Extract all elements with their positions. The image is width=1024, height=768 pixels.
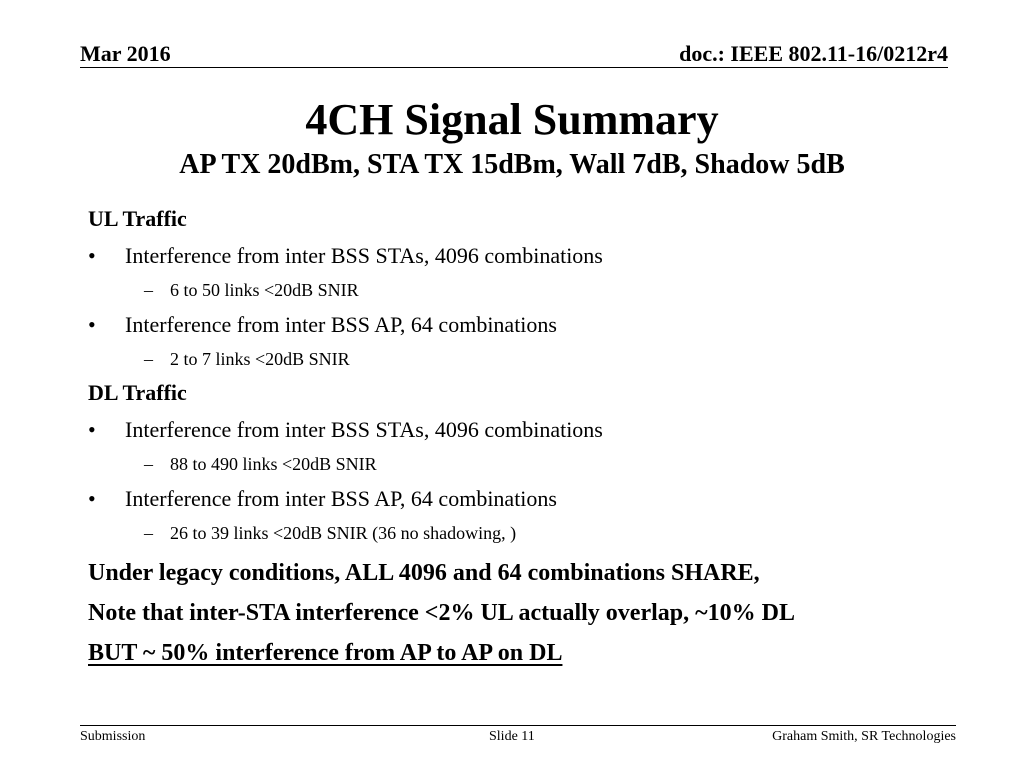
bullet-text: Interference from inter BSS STAs, 4096 combinations (125, 417, 603, 442)
header-doc-id: doc.: IEEE 802.11-16/0212r4 (679, 41, 948, 66)
bullet-item (88, 486, 968, 512)
dash-icon: – (144, 454, 153, 474)
footer-divider (80, 725, 956, 726)
bullet-icon: • (88, 486, 96, 511)
footer-submission: Submission (80, 729, 146, 744)
conclusion-text: BUT ~ 50% interference from AP to AP on DL (88, 640, 563, 666)
conclusion-line-underlined (88, 639, 968, 667)
sub-bullet-text: 6 to 50 links <20dB SNIR (170, 280, 359, 300)
footer-slide-number: Slide 11 (489, 729, 535, 744)
conclusion-line: Under legacy conditions, ALL 4096 and 64 combinations SHARE, (88, 560, 760, 586)
slide-title: 4CH Signal Summary (305, 95, 719, 144)
dash-icon: – (144, 349, 153, 369)
bullet-item (88, 312, 968, 338)
dl-traffic-heading: DL Traffic (88, 380, 187, 405)
sub-bullet-item (88, 348, 968, 370)
bullet-text: Interference from inter BSS STAs, 4096 combinations (125, 243, 603, 268)
sub-bullet-text: 26 to 39 links <20dB SNIR (36 no shadowing, ) (170, 523, 517, 543)
header-divider (80, 67, 948, 68)
bullet-item (88, 243, 968, 269)
slide-subtitle: AP TX 20dBm, STA TX 15dBm, Wall 7dB, Shadow 5dB (179, 149, 845, 180)
slide-body (88, 206, 968, 667)
sub-bullet-text: 88 to 490 links <20dB SNIR (170, 454, 377, 474)
ul-traffic-heading: UL Traffic (88, 206, 187, 231)
bullet-text: Interference from inter BSS AP, 64 combinations (125, 486, 557, 511)
sub-bullet-text: 2 to 7 links <20dB SNIR (170, 349, 350, 369)
dash-icon: – (144, 280, 153, 300)
footer-author: Graham Smith, SR Technologies (772, 729, 956, 744)
bullet-icon: • (88, 312, 96, 337)
sub-bullet-item (88, 453, 968, 475)
bullet-icon: • (88, 243, 96, 268)
header-date: Mar 2016 (80, 41, 171, 66)
bullet-item (88, 417, 968, 443)
bullet-text: Interference from inter BSS AP, 64 combinations (125, 312, 557, 337)
sub-bullet-item (88, 279, 968, 301)
bullet-icon: • (88, 417, 96, 442)
sub-bullet-item (88, 522, 968, 544)
dash-icon: – (144, 523, 153, 543)
conclusion-line: Note that inter-STA interference <2% UL actually overlap, ~10% DL (88, 600, 795, 626)
